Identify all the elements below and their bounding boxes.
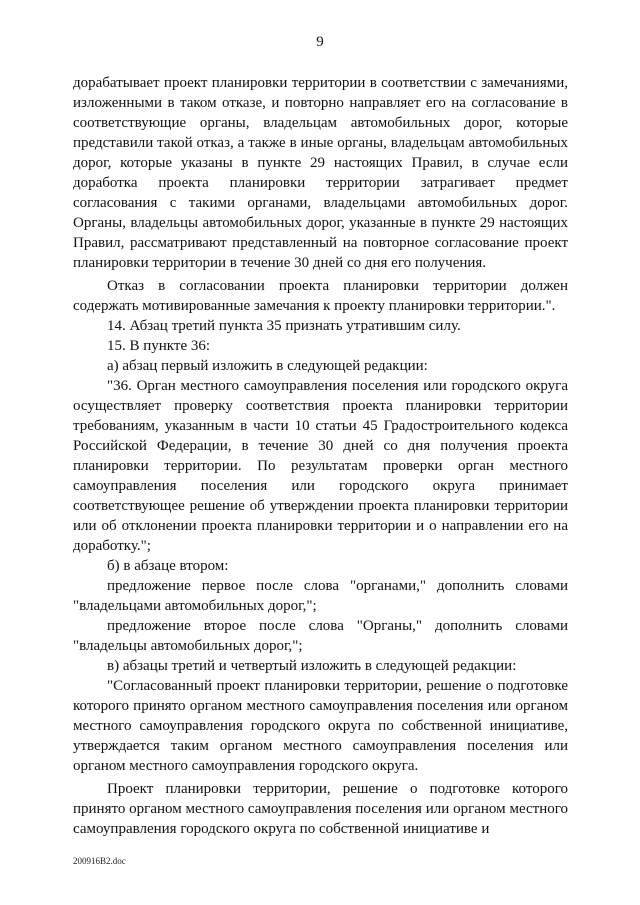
paragraph-10: в) абзацы третий и четвертый изложить в следующей редакции: <box>107 658 517 674</box>
page-number: 9 <box>316 34 324 50</box>
paragraph-3: 14. Абзац третий пункта 35 признать утратившим силу. <box>107 318 461 334</box>
paragraph-12: Проект планировки территории, решение о подготовке которого принято органом местного самоуправления поселения или органом местного самоуправления городского округа по собственной инициативе и <box>73 781 568 837</box>
paragraph-8: предложение первое после слова "органами," дополнить словами "владельцами автомобильных дорог,"; <box>73 578 568 614</box>
paragraph-5: а) абзац первый изложить в следующей редакции: <box>107 358 428 374</box>
footer-filename: 200916B2.doc <box>73 856 126 866</box>
paragraph-7: б) в абзаце втором: <box>107 558 229 574</box>
paragraph-6: "36. Орган местного самоуправления поселения или городского округа осуществляет проверку соответствия проекта планировки территории требованиям, указанным в части 10 статьи 45 Градостроительного кодекса Российской Федерации, в течение 30 дней со дня получения проекта планировки территории. По результатам проверки орган местного самоуправления поселения или городского округа принимает соответствующее решение об утверждении проекта планировки территории или об отклонении проекта планировки территории и о направлении его на доработку."; <box>73 378 568 554</box>
paragraph-2: Отказ в согласовании проекта планировки территории должен содержать мотивированные замечания к проекту планировки территории.". <box>73 278 568 314</box>
paragraph-4: 15. В пункте 36: <box>107 338 211 354</box>
document-body <box>73 73 568 839</box>
paragraph-11: "Согласованный проект планировки территории, решение о подготовке которого принято органом местного самоуправления поселения или органом местного самоуправления городского округа по собственной инициативе, утверждается таким органом местного самоуправления поселения или органом местного самоуправления городского округа. <box>73 678 568 774</box>
paragraph-1: дорабатывает проект планировки территории в соответствии с замечаниями, изложенными в таком отказе, и повторно направляет его на согласование в соответствующие органы, владельцам автомобильных дорог, которые представили такой отказ, а также в иные органы, владельцам автомобильных дорог, которые указаны в пункте 29 настоящих Правил, в случае если доработка проекта планировки территории затрагивает предмет согласования с такими органами, владельцами автомобильных дорог. Органы, владельцы автомобильных дорог, указанные в пункте 29 настоящих Правил, рассматривают представленный на повторное согласование проект планировки территории в течение 30 дней со дня его получения. <box>73 75 568 271</box>
paragraph-9: предложение второе после слова "Органы," дополнить словами "владельцы автомобильных дорог,"; <box>73 618 568 654</box>
